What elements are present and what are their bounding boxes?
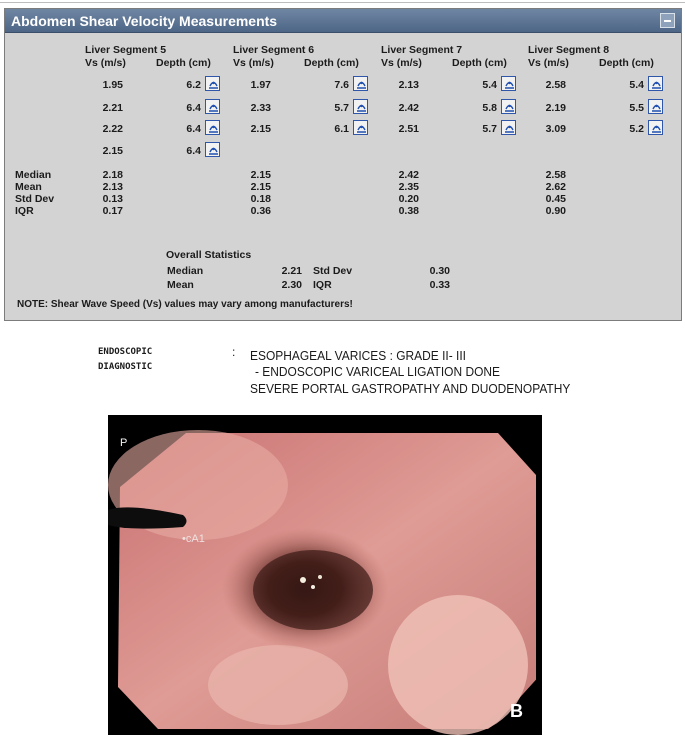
diagnostic-label: DIAGNOSTIC — [98, 362, 153, 372]
manufacturer-note: NOTE: Shear Wave Speed (Vs) values may vary among manufacturers! — [17, 299, 353, 310]
segment-iqr-value: 0.38 — [398, 205, 419, 217]
endoscopic-label: ENDOSCOPIC — [98, 347, 153, 357]
overall-mean-label: Mean — [167, 279, 194, 291]
measurement-image-icon[interactable] — [353, 99, 368, 114]
stat-label-iqr: IQR — [15, 205, 34, 217]
segment-std-dev-value: 0.45 — [545, 193, 566, 205]
segment-title: Liver Segment 5 — [85, 44, 167, 56]
depth-value: 7.6 — [334, 79, 349, 91]
stat-label-std-dev: Std Dev — [15, 193, 55, 205]
depth-value: 6.1 — [334, 123, 349, 135]
vs-value: 2.15 — [102, 145, 123, 157]
image-marker-p: P — [120, 437, 128, 449]
measurement-image-icon[interactable] — [501, 120, 516, 135]
vs-value: 2.15 — [250, 123, 271, 135]
segment-std-dev-value: 0.20 — [398, 193, 419, 205]
segment-std-dev-value: 0.18 — [250, 193, 271, 205]
endoscopy-image — [108, 415, 542, 735]
measurement-image-icon[interactable] — [205, 142, 220, 157]
segment-mean-value: 2.13 — [102, 181, 123, 193]
measurement-image-icon[interactable] — [501, 99, 516, 114]
depth-value: 6.4 — [186, 102, 201, 114]
overall-median-label: Median — [167, 265, 204, 277]
vs-value: 2.58 — [545, 79, 566, 91]
vs-value: 2.19 — [545, 102, 566, 114]
segment-iqr-value: 0.36 — [250, 205, 271, 217]
depth-value: 5.4 — [482, 79, 497, 91]
depth-value: 6.2 — [186, 79, 201, 91]
depth-column-header: Depth (cm) — [599, 57, 654, 69]
depth-value: 5.5 — [629, 102, 644, 114]
overall-iqr-value: 0.33 — [429, 279, 450, 291]
image-marker-b: B — [510, 701, 523, 721]
segment-mean-value: 2.15 — [250, 181, 271, 193]
vs-value: 2.51 — [398, 123, 419, 135]
stat-label-median: Median — [15, 169, 52, 181]
overall-median-value: 2.21 — [281, 265, 302, 277]
stat-label-mean: Mean — [15, 181, 42, 193]
segment-title: Liver Segment 7 — [381, 44, 463, 56]
measurement-image-icon[interactable] — [205, 120, 220, 135]
segment-mean-value: 2.62 — [545, 181, 566, 193]
depth-value: 5.7 — [482, 123, 497, 135]
vs-value: 2.42 — [398, 102, 419, 114]
overall-std-value: 0.30 — [429, 265, 450, 277]
segment-median-value: 2.18 — [102, 169, 123, 181]
top-divider — [0, 2, 685, 3]
segment-median-value: 2.42 — [398, 169, 419, 181]
shear-velocity-panel — [4, 8, 682, 321]
measurement-image-icon[interactable] — [353, 76, 368, 91]
segment-iqr-value: 0.17 — [102, 205, 123, 217]
label-colon: : — [232, 345, 236, 359]
depth-value: 5.8 — [482, 102, 497, 114]
diagnosis-line-2: - ENDOSCOPIC VARICEAL LIGATION DONE — [255, 364, 501, 379]
measurement-image-icon[interactable] — [648, 76, 663, 91]
measurement-image-icon[interactable] — [205, 99, 220, 114]
segment-mean-value: 2.35 — [398, 181, 419, 193]
segment-median-value: 2.15 — [250, 169, 271, 181]
measurement-image-icon[interactable] — [648, 99, 663, 114]
vs-value: 1.95 — [102, 79, 123, 91]
panel-title: Abdomen Shear Velocity Measurements — [11, 13, 278, 29]
vs-value: 3.09 — [545, 123, 566, 135]
vs-column-header: Vs (m/s) — [381, 57, 422, 69]
diagnosis-line-3: SEVERE PORTAL GASTROPATHY AND DUODENOPATHY — [250, 381, 571, 396]
overall-std-label: Std Dev — [313, 265, 353, 277]
vs-value: 1.97 — [250, 79, 271, 91]
segment-title: Liver Segment 6 — [233, 44, 315, 56]
segment-iqr-value: 0.90 — [545, 205, 566, 217]
collapse-icon[interactable] — [660, 13, 675, 28]
image-annotation-tag: •cA1 — [182, 533, 205, 545]
depth-value: 6.4 — [186, 123, 201, 135]
depth-value: 5.2 — [629, 123, 644, 135]
measurement-image-icon[interactable] — [353, 120, 368, 135]
depth-column-header: Depth (cm) — [452, 57, 507, 69]
vs-value: 2.33 — [250, 102, 271, 114]
measurement-image-icon[interactable] — [501, 76, 516, 91]
overall-stats-title: Overall Statistics — [166, 249, 252, 261]
vs-value: 2.22 — [102, 123, 123, 135]
vs-value: 2.13 — [398, 79, 419, 91]
overall-mean-value: 2.30 — [281, 279, 302, 291]
overall-iqr-label: IQR — [313, 279, 332, 291]
vs-column-header: Vs (m/s) — [233, 57, 274, 69]
depth-value: 6.4 — [186, 145, 201, 157]
measurement-image-icon[interactable] — [648, 120, 663, 135]
segment-std-dev-value: 0.13 — [102, 193, 123, 205]
depth-value: 5.7 — [334, 102, 349, 114]
measurement-image-icon[interactable] — [205, 76, 220, 91]
depth-value: 5.4 — [629, 79, 644, 91]
panel-header — [5, 9, 681, 33]
diagnosis-line-1: ESOPHAGEAL VARICES : GRADE II- III — [250, 348, 466, 363]
vs-column-header: Vs (m/s) — [528, 57, 569, 69]
segment-median-value: 2.58 — [545, 169, 566, 181]
segment-title: Liver Segment 8 — [528, 44, 610, 56]
vs-column-header: Vs (m/s) — [85, 57, 126, 69]
depth-column-header: Depth (cm) — [304, 57, 359, 69]
depth-column-header: Depth (cm) — [156, 57, 211, 69]
vs-value: 2.21 — [102, 102, 123, 114]
